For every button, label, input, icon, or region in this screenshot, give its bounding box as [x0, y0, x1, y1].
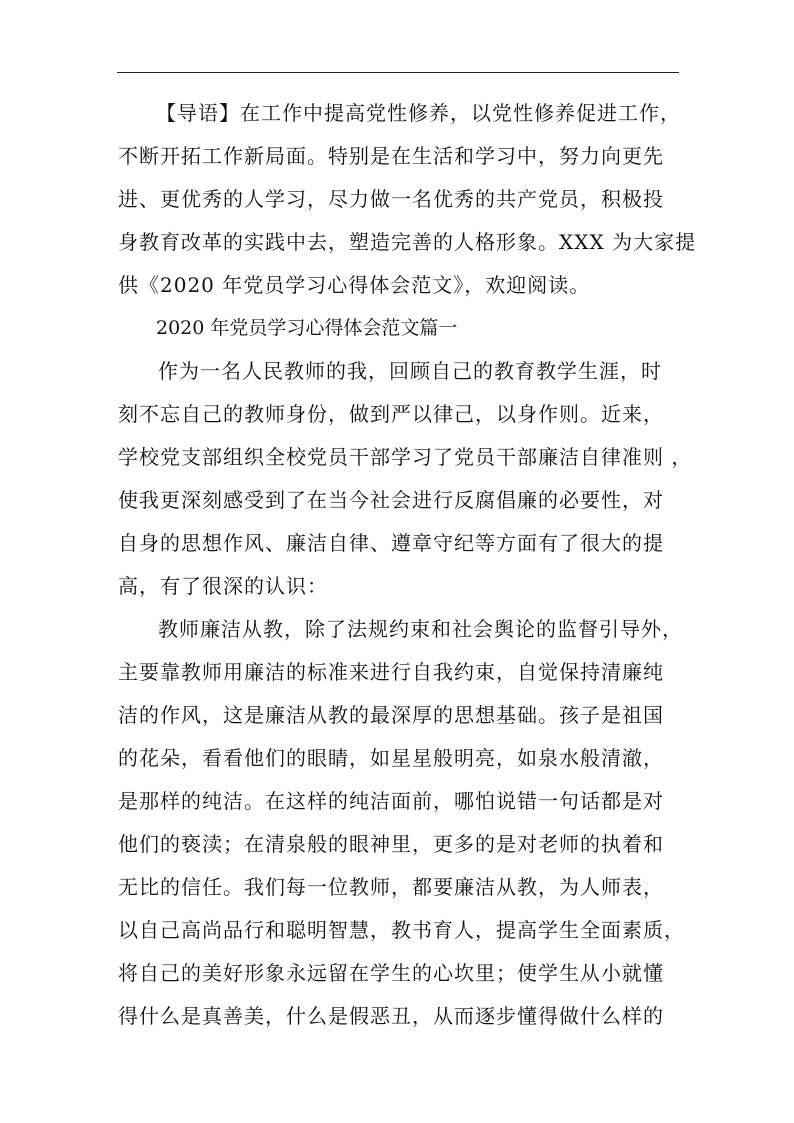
paragraph-line: 以自己高尚品行和聪明智慧，教书育人，提高学生全面素质， — [118, 918, 685, 942]
intro-line: 【导语】在工作中提高党性修养，以党性修养促进工作， — [156, 101, 681, 125]
paragraph-line: 的花朵，看看他们的眼睛，如星星般明亮，如泉水般清澈， — [118, 746, 664, 770]
paragraph-line: 教师廉洁从教，除了法规约束和社会舆论的监督引导外， — [158, 617, 683, 641]
paragraph-line: 高，有了很深的认识： — [118, 574, 328, 598]
paragraph-line: 洁的作风，这是廉洁从教的最深厚的思想基础。孩子是祖国 — [118, 703, 664, 727]
paragraph-line: 自身的思想作风、廉洁自律、遵章守纪等方面有了很大的提 — [118, 531, 664, 555]
paragraph-line: 是那样的纯洁。在这样的纯洁面前，哪怕说错一句话都是对 — [118, 789, 664, 813]
intro-line: 进、更优秀的人学习，尽力做一名优秀的共产党员，积极投 — [118, 187, 664, 211]
document-body — [118, 92, 697, 1038]
paragraph-line: 无比的信任。我们每一位教师，都要廉洁从教，为人师表， — [118, 875, 664, 899]
section-heading: 2020 年党员学习心得体会范文篇一 — [156, 317, 458, 339]
paragraph-line: 他们的亵渎；在清泉般的眼神里，更多的是对老师的执着和 — [118, 832, 664, 856]
paragraph-line: 学校党支部组织全校党员干部学习了党员干部廉洁自律准则 ， — [118, 445, 693, 469]
paragraph-line: 刻不忘自己的教师身份，做到严以律己，以身作则。近来， — [118, 402, 664, 426]
body-paragraph-2 — [118, 608, 685, 1038]
intro-line: 供《2020 年党员学习心得体会范文》，欢迎阅读。 — [118, 273, 591, 297]
paragraph-line: 主要靠教师用廉洁的标准来进行自我约束，自觉保持清廉纯 — [118, 660, 664, 684]
paragraph-line: 作为一名人民教师的我，回顾自己的教育教学生涯，时 — [158, 359, 662, 383]
header-rule — [117, 72, 679, 73]
body-paragraph-1 — [118, 350, 693, 608]
paragraph-line: 使我更深刻感受到了在当今社会进行反腐倡廉的必要性，对 — [118, 488, 664, 512]
paragraph-line: 将自己的美好形象永远留在学生的心坎里；使学生从小就懂 — [118, 961, 664, 985]
paragraph-line: 得什么是真善美，什么是假恶丑，从而逐步懂得做什么样的 — [118, 1004, 664, 1028]
intro-paragraph — [118, 92, 697, 307]
intro-line: 不断开拓工作新局面。特别是在生活和学习中，努力向更先 — [118, 144, 664, 168]
intro-line: 身教育改革的实践中去，塑造完善的人格形象。XXX 为大家提 — [118, 230, 697, 254]
